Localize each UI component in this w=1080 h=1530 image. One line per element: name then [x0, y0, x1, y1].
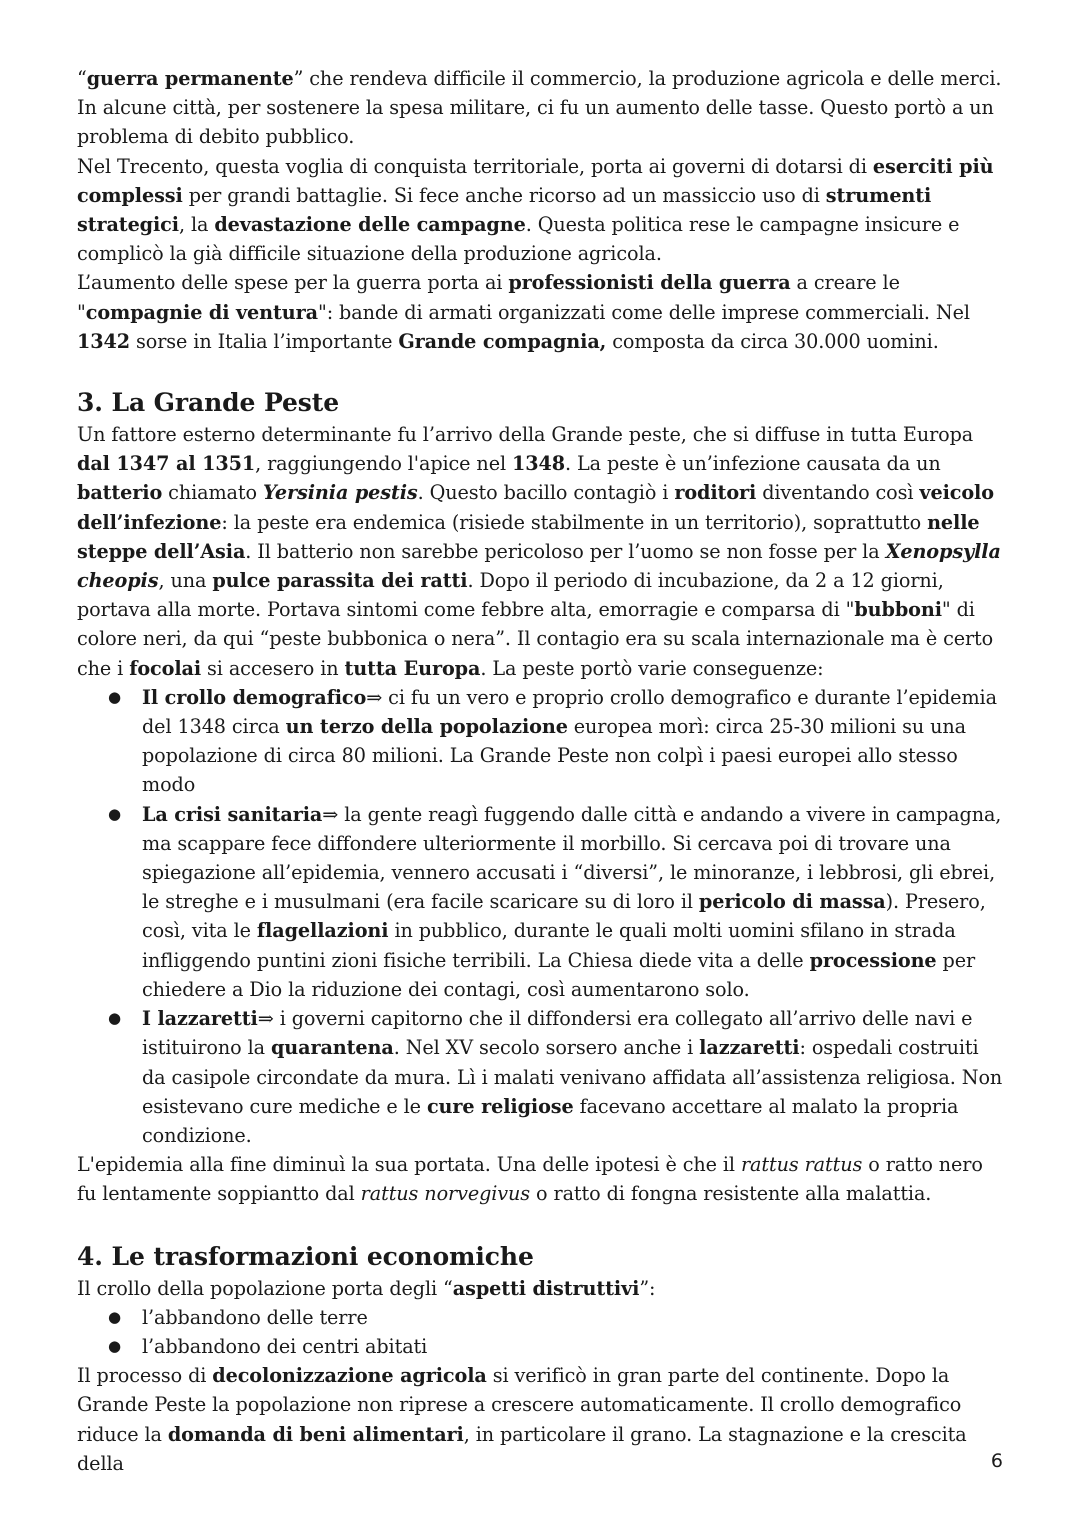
text-run: a creare le " — [77, 271, 900, 324]
text-run: l’abbandono delle terre — [142, 1305, 368, 1329]
italic-text: rattus norvegivus — [360, 1182, 531, 1206]
bold-text: domanda di beni alimentari — [167, 1422, 464, 1446]
paragraph — [77, 64, 1007, 152]
bold-text: veicolo dell’infezione — [77, 481, 994, 534]
paragraph — [77, 152, 1007, 269]
bold-text: tutta Europa — [344, 656, 481, 680]
page-number: 6 — [990, 1450, 1003, 1472]
bold-text: Grande compagnia, — [398, 329, 607, 353]
list-item — [77, 1303, 1007, 1332]
text-run: . Il batterio non sarebbe pericoloso per l’uomo se non fosse per la — [245, 539, 886, 563]
paragraph — [77, 1150, 1007, 1208]
text-run: “ — [77, 67, 87, 90]
section-heading: 4. Le trasformazioni economiche — [77, 1241, 534, 1271]
text-run: . Questo bacillo contagiò i — [417, 481, 675, 505]
bold-text: Xenopsylla cheopis — [77, 539, 1001, 593]
list-item — [77, 683, 1007, 800]
bold-text: professionisti della guerra — [508, 271, 791, 295]
bold-text: roditori — [674, 481, 757, 505]
text-run: ⇒ la gente reagì fuggendo dalle città e andando a vivere in campagna, ma scappare fece diffondere ulteriormente il morbillo. Si cercava poi di trovare una spiegazione all’epidemia, vennero accusati i “diversi”, le minoranze, i lebbrosi, gli ebrei, le streghe e i musulmani (era facile scaricare su di loro il — [142, 802, 1002, 914]
bold-text: dal 1347 al 1351 — [77, 452, 256, 476]
text-run: , raggiungendo l'apice nel — [255, 452, 512, 476]
text-run: ” che rendeva difficile il commercio, la produzione agricola e delle merci. In alcune città, per sostenere la spesa militare, ci fu un aumento delle tasse. Questo portò a un problema di debito pubblico. — [77, 67, 1002, 149]
bold-text: I lazzaretti — [142, 1007, 258, 1031]
list-item — [77, 1004, 1007, 1150]
bold-text: nelle steppe dell’Asia — [77, 510, 980, 563]
bold-text: aspetti distruttivi — [452, 1276, 640, 1300]
text-run: diventando così — [756, 481, 920, 505]
text-run: , in particolare il grano. La stagnazione e la crescita della — [77, 1422, 967, 1475]
bullet-list — [77, 1303, 1007, 1361]
text-run: L’aumento delle spese per la guerra porta ai — [77, 271, 509, 295]
text-run: Nel Trecento, questa voglia di conquista territoriale, porta ai governi di dotarsi di — [77, 154, 873, 178]
text-run: " di colore neri, da qui “peste bubbonica o nera”. Il contagio era su scala internazionale ma è certo che i — [77, 598, 994, 680]
text-run: si verificò in gran parte del continente. Dopo la Grande Peste la popolazione non riprese a crescere automaticamente. Il crollo demografico riduce la — [77, 1364, 962, 1446]
text-run: ⇒ i governi capitorno che il diffondersi era collegato all’arrivo delle navi e istituirono la — [142, 1007, 973, 1060]
text-run: facevano accettare al malato la propria condizione. — [142, 1094, 959, 1147]
paragraph — [77, 268, 1007, 356]
text-run: , la — [178, 213, 215, 237]
text-run: Un fattore esterno determinante fu l’arrivo della Grande peste, che si diffuse in tutta Europa — [77, 423, 974, 447]
text-run: in pubblico, durante le quali molti uomini sfilano in strada infliggendo puntini zioni fisiche terribili. La Chiesa diede vita a delle — [142, 919, 956, 972]
bold-text: 1342 — [77, 329, 131, 353]
text-run: composta da circa 30.000 uomini. — [606, 329, 939, 353]
bold-text: bubboni — [854, 598, 942, 622]
document-page — [77, 64, 1007, 1478]
text-run: o ratto di fongna resistente alla malattia. — [530, 1182, 932, 1206]
bold-text: batterio — [77, 481, 163, 505]
text-run: per chiedere a Dio la riduzione dei contagi, così aumentarono solo. — [142, 948, 976, 1001]
bold-text: pericolo di massa — [698, 890, 886, 914]
bold-text: pulce parassita dei ratti — [212, 569, 468, 593]
text-run: ”: — [639, 1276, 656, 1300]
text-run: l’abbandono dei centri abitati — [142, 1334, 428, 1358]
bold-text: Yersinia pestis — [262, 481, 418, 505]
bold-text: focolai — [129, 656, 202, 680]
text-run: ⇒ ci fu un vero e proprio crollo demografico e durante l’epidemia del 1348 circa — [142, 685, 997, 739]
italic-text: rattus rattus — [740, 1153, 863, 1177]
bold-text: processione — [809, 948, 937, 972]
bold-text: Il crollo demografico — [142, 685, 367, 709]
text-run: ": bande di armati organizzati come delle imprese commerciali. Nel — [317, 300, 970, 324]
bold-text: quarantena — [270, 1036, 394, 1060]
text-run: europea morì: circa 25-30 milioni su una popolazione di circa 80 milioni. La Grande Peste non colpì i paesi europei allo stesso modo — [142, 715, 966, 797]
bold-text: guerra permanente — [86, 67, 294, 90]
paragraph — [77, 420, 1007, 683]
bold-text: strumenti strategici — [77, 183, 932, 237]
text-run: Il processo di — [77, 1364, 213, 1388]
text-run: chiamato — [162, 481, 263, 505]
text-run: . Nel XV secolo sorsero anche i — [393, 1036, 700, 1060]
text-run: : ospedali costruiti da casipole circondate da mura. Lì i malati venivano affidata all’assistenza religiosa. Non esistevano cure mediche e le — [142, 1036, 1003, 1118]
section-heading: 3. La Grande Peste — [77, 388, 340, 418]
bold-text: devastazione delle campagne — [214, 213, 526, 237]
text-run: . La peste portò varie conseguenze: — [480, 656, 824, 680]
bold-text: eserciti più complessi — [77, 154, 994, 207]
text-run: sorse in Italia l’importante — [130, 329, 399, 353]
text-run: Il crollo della popolazione porta degli “ — [77, 1276, 453, 1300]
bold-text: flagellazioni — [256, 919, 389, 943]
text-run: L'epidemia alla fine diminuì la sua portata. Una delle ipotesi è che il — [77, 1153, 741, 1177]
list-item — [77, 800, 1007, 1004]
bold-text: un terzo della popolazione — [285, 715, 568, 739]
text-run: o ratto nero fu lentamente soppiantto dal — [77, 1153, 983, 1206]
text-run: per grandi battaglie. Si fece anche ricorso ad un massiccio uso di — [182, 183, 826, 207]
list-item — [77, 1332, 1007, 1361]
bullet-list — [77, 683, 1007, 1150]
bold-text: compagnie di ventura — [85, 300, 318, 324]
bold-text: decolonizzazione agricola — [212, 1364, 487, 1388]
paragraph — [77, 1361, 1007, 1478]
bold-text: lazzaretti — [699, 1036, 800, 1060]
text-run: . Questa politica rese le campagne insicure e complicò la già difficile situazione della produzione agricola. — [77, 213, 960, 266]
bold-text: 1348 — [511, 452, 565, 476]
bold-text: La crisi sanitaria — [142, 802, 323, 826]
text-run: . La peste è un’infezione causata da un — [565, 452, 941, 476]
text-run: . Dopo il periodo di incubazione, da 2 a 12 giorni, portava alla morte. Portava sintomi come febbre alta, emorragie e comparsa di " — [77, 569, 944, 622]
text-run: si accesero in — [201, 656, 345, 680]
text-run: : la peste era endemica (risiede stabilmente in un territorio), soprattutto — [221, 510, 928, 534]
text-run: ). Presero, così, vita le — [142, 890, 986, 943]
text-run: , una — [158, 569, 213, 593]
paragraph — [77, 1274, 1007, 1303]
bold-text: cure religiose — [426, 1094, 574, 1118]
